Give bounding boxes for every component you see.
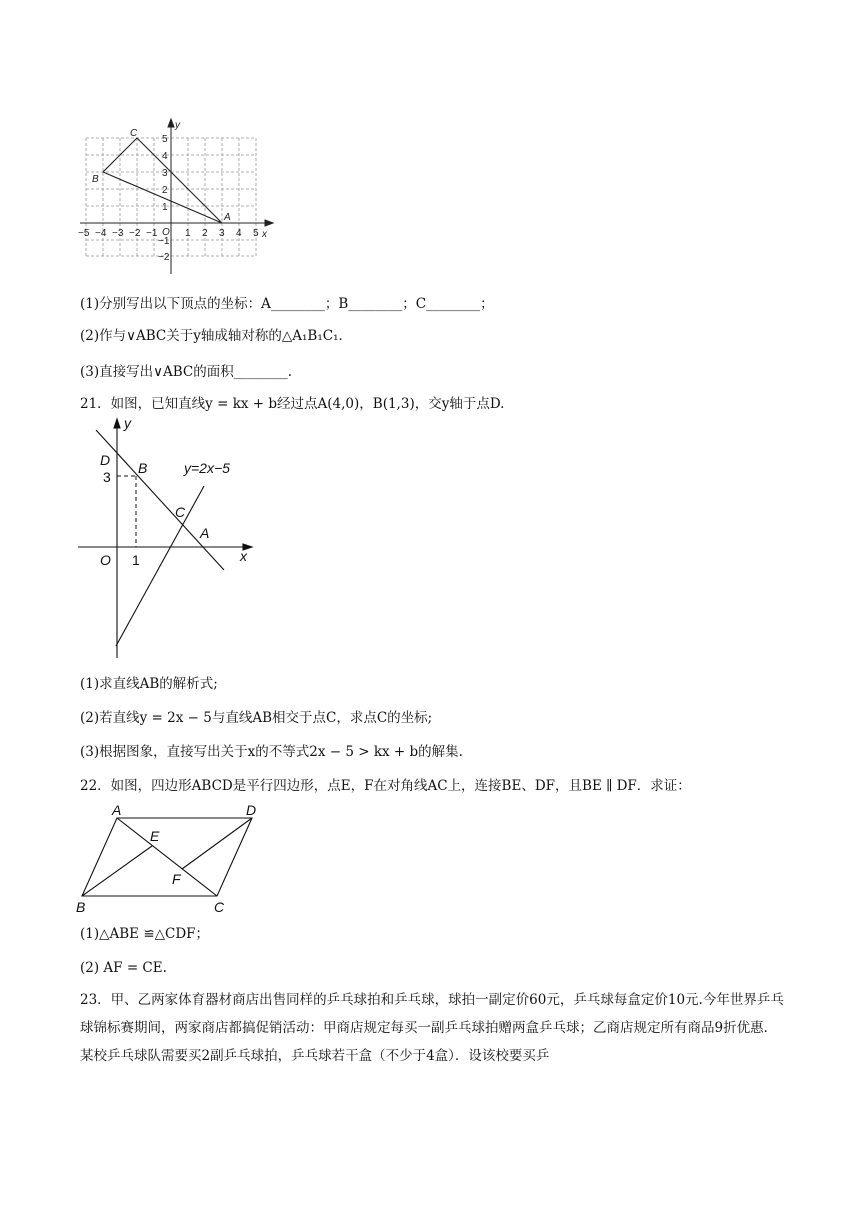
q21-stem: 21．如图，已知直线y = kx + b经过点A(4,0)，B(1,3)，交y轴于点D. [80, 396, 505, 412]
figure-20-coordinate-grid [76, 116, 276, 276]
q22-stem: 22．如图，四边形ABCD是平行四边形，点E，F在对角线AC上，连接BE、DF，且BE ∥ DF．求证： [80, 778, 691, 794]
line-ab [96, 430, 224, 570]
q20-part1: (1)分别写出以下顶点的坐标：A________；B________；C________； [80, 296, 494, 312]
point-label-c: C [175, 504, 186, 520]
x-tick-neg3: −3 [112, 228, 124, 239]
x-tick-neg5: −5 [78, 228, 90, 239]
axes [80, 119, 273, 274]
x-tick-neg1: −1 [146, 228, 158, 239]
point-label-b: B [92, 174, 99, 185]
point-label-d: D [100, 452, 111, 468]
x-tick-4: 4 [236, 228, 242, 239]
y-axis-label: y [124, 415, 131, 431]
label-e: E [150, 828, 160, 844]
tick-1: 1 [132, 552, 140, 568]
q23-text: 23．甲、乙两家体育器材商店出售同样的乒乓球拍和乒乓球，球拍一副定价60元，乒乓球每盒定价10元.今年世界乒乓球锦标赛期间，两家商店都搞促销活动：甲商店规定每买一副乒乓球拍赠两盒乒乓球；乙商店规定所有商品9折优惠．某校乒乓球队需要买2副乒乓球拍，乒乓球若干盒（不少于4盒）．设该校要买乒 [80, 992, 784, 1064]
y-tick-neg2: −2 [158, 252, 170, 263]
figure-22-parallelogram [76, 802, 276, 914]
y-tick-2: 2 [162, 185, 168, 196]
label-c: C [214, 899, 225, 914]
x-tick-5: 5 [253, 228, 259, 239]
x-tick-3: 3 [219, 228, 225, 239]
y-tick-3: 3 [162, 168, 168, 179]
q20-part2: (2)作与∨ABC关于y轴成轴对称的△A₁B₁C₁． [80, 328, 352, 344]
line-equation-label: y=2x−5 [184, 460, 230, 476]
point-label-a: A [224, 212, 231, 223]
x-tick-1: 1 [185, 228, 191, 239]
q22-part2: (2) AF = CE. [80, 960, 167, 976]
x-axis-label: x [240, 548, 247, 564]
y-tick-5: 5 [162, 134, 168, 145]
label-f: F [172, 871, 181, 887]
diagonal-ac [117, 818, 217, 896]
point-label-a: A [200, 525, 210, 541]
q21-part2: (2)若直线y = 2x − 5与直线AB相交于点C，求点C的坐标; [80, 710, 433, 726]
y-axis-label: y [175, 120, 180, 131]
tick-3: 3 [103, 469, 111, 485]
y-tick-4: 4 [162, 151, 168, 162]
segment-be [82, 846, 152, 896]
q21-part1: (1)求直线AB的解析式; [80, 676, 218, 692]
y-tick-neg1: −1 [158, 236, 170, 247]
segment-df [182, 818, 252, 869]
point-label-b: B [138, 460, 148, 476]
x-tick-neg4: −4 [95, 228, 107, 239]
x-axis-label: x [262, 229, 267, 240]
figure-21-lines [76, 414, 276, 662]
label-b: B [76, 899, 86, 914]
line-y-2x-5 [116, 486, 204, 646]
q20-part3: (3)直接写出∨ABC的面积________. [80, 364, 293, 380]
x-tick-2: 2 [202, 228, 208, 239]
x-tick-neg2: −2 [129, 228, 141, 239]
label-a: A [112, 802, 122, 818]
origin-label: O [100, 552, 111, 568]
q21-part3: (3)根据图象，直接写出关于x的不等式2x − 5 > kx + b的解集. [80, 744, 463, 760]
origin-label: O [162, 227, 170, 238]
y-tick-1: 1 [162, 202, 168, 213]
label-d: D [246, 802, 257, 818]
point-label-c: C [130, 128, 138, 139]
q22-part1: (1)△ABE ≌△CDF； [80, 926, 210, 942]
